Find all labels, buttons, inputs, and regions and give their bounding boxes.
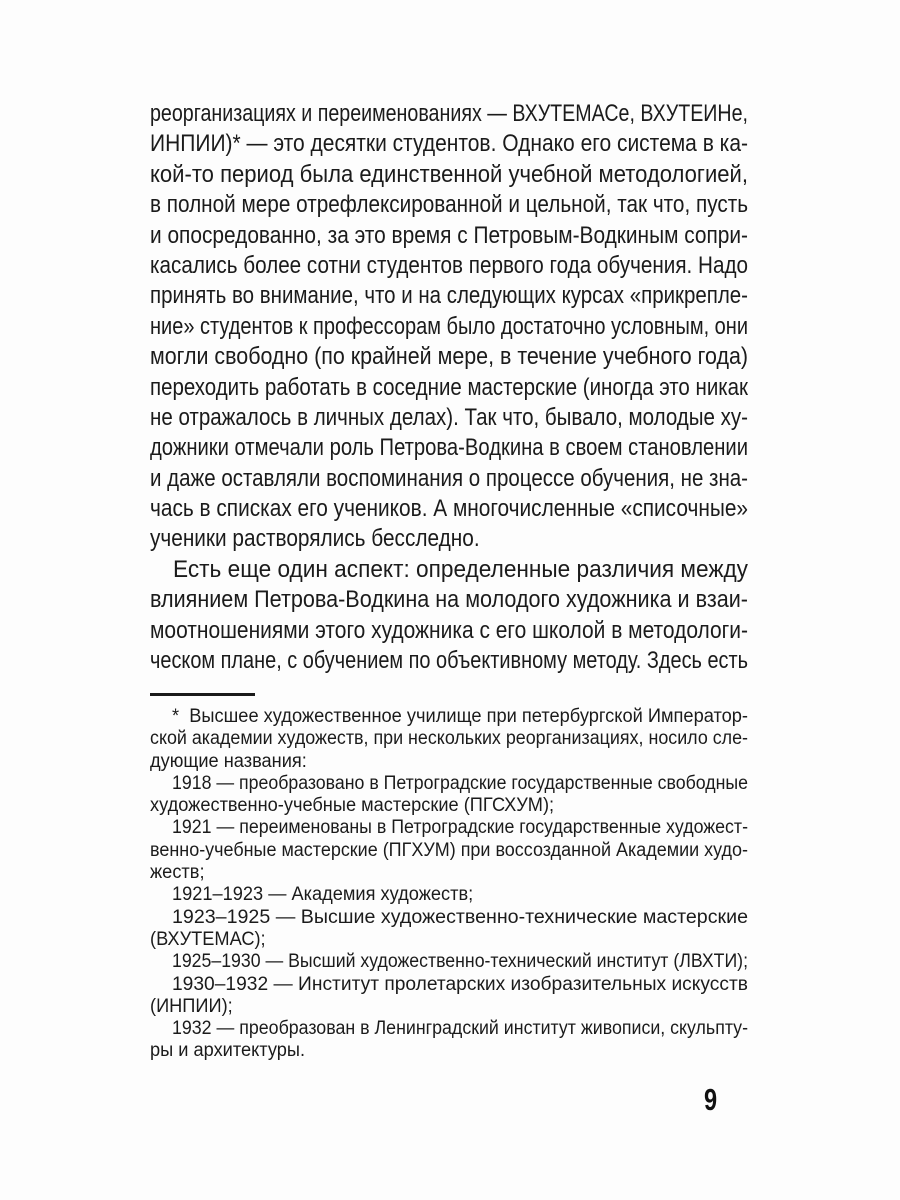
- footnote-text-line: [150, 862, 748, 884]
- footnote-text-line: [150, 907, 748, 929]
- body-text-line: [150, 494, 748, 524]
- text-line-content: (ВХУТЕМАС);: [150, 928, 266, 950]
- body-text-line: [150, 190, 748, 220]
- text-line-content: дующие названия:: [150, 750, 307, 772]
- text-line-content: не отражалось в личных делах). Так что, бывало, молодые ху-: [150, 403, 748, 431]
- text-line-content: чась в списках его учеников. А многочисленные «списочные»: [150, 495, 748, 523]
- body-paragraph: [150, 555, 748, 677]
- text-line-content: ИНПИИ)* — это десятки студентов. Однако его система в ка-: [150, 130, 748, 158]
- footnote-text-line: [150, 706, 748, 728]
- body-text-line: [150, 555, 748, 585]
- footnote-text-line: [150, 929, 748, 951]
- text-line-content: * Высшее художественное училище при петербургской Император-: [172, 706, 748, 727]
- body-text-line: [150, 616, 748, 646]
- text-line-content: 1930–1932 — Институт пролетарских изобразительных искусств: [172, 973, 748, 995]
- text-line-content: 1932 — преобразован в Ленинградский институт живописи, скульпту-: [172, 1018, 748, 1040]
- text-line-content: и опосредованно, за это время с Петровым-Водкиным сопри-: [150, 221, 748, 249]
- text-line-content: принять во внимание, что и на следующих курсах «прикрепле-: [150, 282, 748, 310]
- text-line-content: венно-учебные мастерские (ПГХУМ) при воссозданной Академии худо-: [150, 839, 748, 861]
- text-line-content: в полной мере отрефлексированной и цельной, так что, пусть: [150, 191, 748, 219]
- text-line-content: 1921 — переименованы в Петроградские государственные художест-: [172, 817, 748, 839]
- text-line-content: могли свободно (по крайней мере, в течение учебного года): [150, 343, 748, 371]
- text-line-content: переходить работать в соседние мастерские (иногда это никак: [150, 373, 748, 401]
- footnote-text-line: [150, 817, 748, 839]
- text-line-content: кой-то период была единственной учебной методологией,: [150, 160, 748, 188]
- text-line-content: касались более сотни студентов первого года обучения. Надо: [150, 251, 748, 279]
- body-text-line: [150, 160, 748, 190]
- text-line-content: влиянием Петрова-Водкина на молодого художника и взаи-: [150, 586, 748, 614]
- text-line-content: ние» студентов к профессорам было достаточно условным, они: [150, 312, 748, 340]
- text-line-content: 1923–1925 — Высшие художественно-технические мастерские: [172, 906, 748, 928]
- body-text-line: [150, 221, 748, 251]
- body-text-line: [150, 251, 748, 281]
- footnote-text-line: [150, 951, 748, 973]
- body-text-line: [150, 342, 748, 372]
- text-line-content: дожники отмечали роль Петрова-Водкина в своем становлении: [150, 434, 748, 462]
- body-text-line: [150, 129, 748, 159]
- footnote-block: [150, 706, 748, 1063]
- body-text-line: [150, 373, 748, 403]
- footnote-text-line: [150, 773, 748, 795]
- body-text-line: [150, 585, 748, 615]
- text-line-content: 1918 — преобразовано в Петроградские государственные свободные: [172, 772, 748, 794]
- body-text-line: [150, 524, 748, 554]
- body-text-line: [150, 646, 748, 676]
- footnote-text-line: [150, 751, 748, 773]
- text-line-content: 1921–1923 — Академия художеств;: [172, 884, 474, 906]
- text-line-content: реорганизациях и переименованиях — ВХУТЕМАСе, ВХУТЕИНе,: [150, 100, 748, 127]
- text-line-content: художественно-учебные мастерские (ПГСХУМ);: [150, 795, 555, 817]
- text-line-content: ры и архитектуры.: [150, 1040, 306, 1062]
- body-text-line: [150, 403, 748, 433]
- text-line-content: моотношениями этого художника с его школой в методологи-: [150, 616, 748, 644]
- body-text-line: [150, 281, 748, 311]
- text-line-content: и даже оставляли воспоминания о процессе обучения, не зна-: [150, 464, 748, 492]
- footnote-separator-rule: [150, 693, 255, 696]
- body-text-line: [150, 433, 748, 463]
- footnote-text-line: [150, 1040, 748, 1062]
- text-line-content: 1925–1930 — Высший художественно-технический институт (ЛВХТИ);: [172, 951, 748, 973]
- text-line-content: (ИНПИИ);: [150, 995, 233, 1017]
- footnote-text-line: [150, 884, 748, 906]
- footnote-text-line: [150, 840, 748, 862]
- body-text-line: [150, 312, 748, 342]
- text-line-content: ческом плане, с обучением по объективному методу. Здесь есть: [150, 647, 748, 675]
- footnote-text-line: [150, 996, 748, 1018]
- text-line-content: ской академии художеств, при нескольких реорганизациях, носило сле-: [150, 728, 748, 750]
- footnote-text-line: [150, 795, 748, 817]
- page-number: 9: [704, 1082, 718, 1117]
- footnote-text-line: [150, 974, 748, 996]
- footnote-text-line: [150, 1018, 748, 1040]
- body-text-line: [150, 99, 748, 129]
- text-line-content: жеств;: [150, 862, 205, 884]
- body-text-line: [150, 464, 748, 494]
- text-line-content: Есть еще один аспект: определенные различия между: [173, 555, 748, 583]
- body-paragraph: [150, 99, 748, 555]
- text-line-content: ученики растворялись бесследно.: [150, 525, 480, 553]
- body-text-column: [150, 99, 748, 676]
- footnote-text-line: [150, 728, 748, 750]
